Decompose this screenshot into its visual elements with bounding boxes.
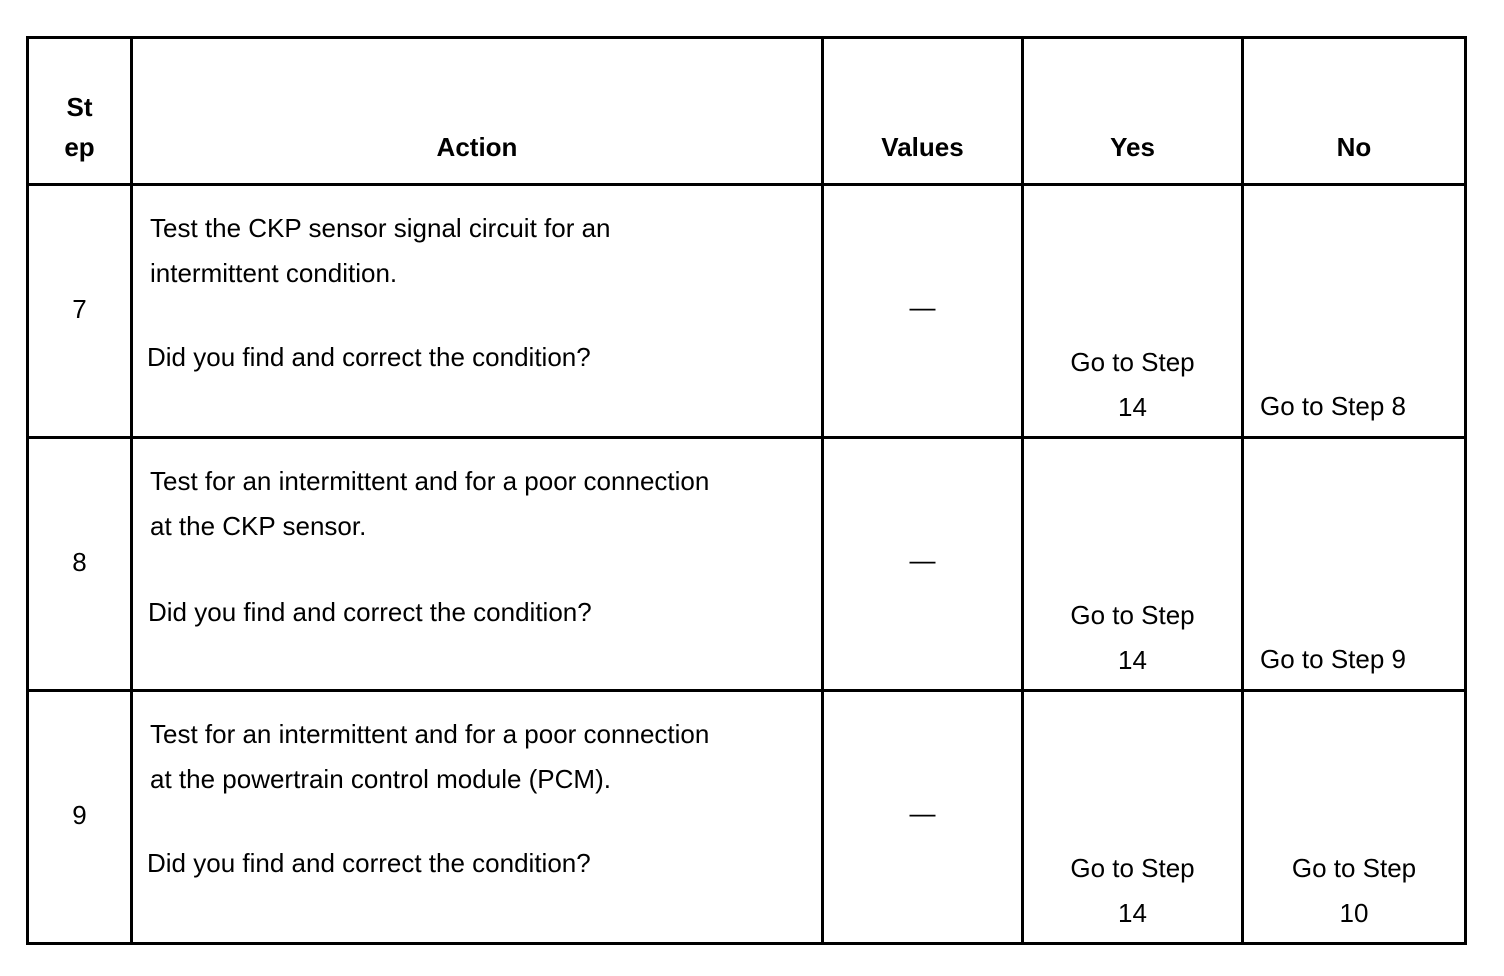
header-row [28,38,1466,185]
values-dash: — [909,292,936,322]
no-cell [1243,185,1466,438]
action-instruction [150,459,781,549]
no-result-line: Go to Step [1291,853,1417,883]
yes-result-line: Go to Step [1070,600,1195,630]
no-result: Go to Step 9 [1260,644,1406,674]
header-no: No [1336,132,1372,162]
action-cell [132,438,823,691]
step-cell [28,438,132,691]
no-result-step: 10 [1339,898,1369,928]
header-step-cell [28,38,132,185]
action-cell [132,185,823,438]
action-line: Test for an intermittent and for a poor connection [150,719,710,749]
table-row [28,691,1466,944]
action-line: at the CKP sensor. [150,511,367,541]
yes-cell [1023,185,1243,438]
action-cell [132,691,823,944]
yes-result [1024,593,1241,683]
action-question: Did you find and correct the condition? [148,597,592,627]
values-cell [823,691,1023,944]
header-yes-cell [1023,38,1243,185]
diagnostic-table [26,36,1467,945]
header-action: Action [436,132,518,162]
action-line: Test the CKP sensor signal circuit for an [150,213,611,243]
action-line: intermittent condition. [150,258,398,288]
values-dash: — [909,545,936,575]
header-no-cell [1243,38,1466,185]
step-number: 9 [72,800,87,830]
step-number: 8 [72,547,87,577]
no-cell [1243,691,1466,944]
table-row [28,185,1466,438]
no-result: Go to Step 8 [1260,391,1406,421]
header-action-cell [132,38,823,185]
header-step: Step [64,92,95,162]
step-cell [28,691,132,944]
yes-result [1024,340,1241,430]
action-instruction [150,712,781,802]
table-row [28,438,1466,691]
yes-cell [1023,691,1243,944]
action-line: at the powertrain control module (PCM). [150,764,611,794]
action-line: Test for an intermittent and for a poor connection [150,466,710,496]
values-cell [823,185,1023,438]
yes-result-step: 14 [1118,645,1147,675]
action-instruction [150,206,781,296]
no-cell [1243,438,1466,691]
step-cell [28,185,132,438]
yes-result-line: Go to Step [1070,347,1195,377]
values-cell [823,438,1023,691]
yes-result-line: Go to Step [1070,853,1195,883]
no-result [1244,846,1464,936]
yes-cell [1023,438,1243,691]
header-yes: Yes [1110,132,1155,162]
values-dash: — [909,798,936,828]
header-values-cell [823,38,1023,185]
action-question: Did you find and correct the condition? [147,848,591,878]
step-number: 7 [72,294,87,324]
yes-result-step: 14 [1118,392,1147,422]
action-question: Did you find and correct the condition? [147,342,591,372]
yes-result [1024,846,1241,936]
yes-result-step: 14 [1118,898,1147,928]
header-values: Values [881,132,964,162]
